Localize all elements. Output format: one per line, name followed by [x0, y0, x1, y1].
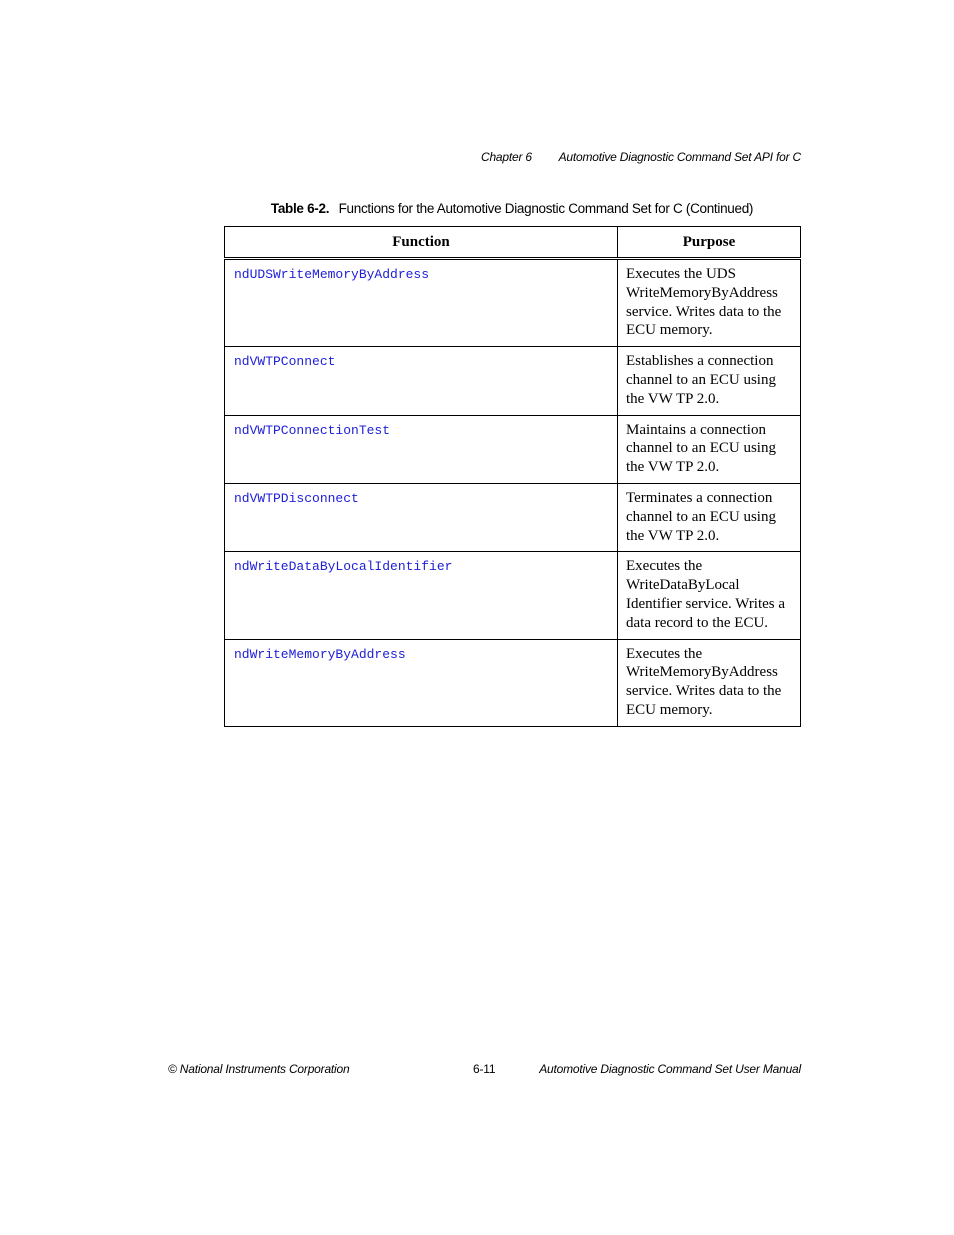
function-link[interactable]: ndUDSWriteMemoryByAddress — [225, 259, 618, 347]
purpose-cell: Establishes a connection channel to an ECU using the VW TP 2.0. — [618, 347, 801, 415]
purpose-cell: Terminates a connection channel to an ECU using the VW TP 2.0. — [618, 483, 801, 551]
column-header-purpose: Purpose — [618, 227, 801, 259]
table-caption-label: Table 6-2. — [270, 201, 330, 216]
running-header — [481, 150, 801, 164]
function-link[interactable]: ndVWTPDisconnect — [225, 483, 618, 551]
purpose-cell: Maintains a connection channel to an ECU using the VW TP 2.0. — [618, 415, 801, 483]
column-header-function: Function — [225, 227, 618, 259]
table-header-row — [225, 227, 801, 259]
function-link[interactable]: ndWriteDataByLocalIdentifier — [225, 552, 618, 639]
chapter-label: Chapter 6 — [480, 150, 532, 164]
table-row — [225, 639, 801, 726]
function-link[interactable]: ndVWTPConnectionTest — [225, 415, 618, 483]
purpose-cell: Executes the UDS WriteMemoryByAddress service. Writes data to the ECU memory. — [618, 259, 801, 347]
table-row — [225, 347, 801, 415]
functions-table — [224, 226, 801, 727]
table-caption — [0, 201, 954, 216]
purpose-cell: Executes the WriteMemoryByAddress service. Writes data to the ECU memory. — [618, 639, 801, 726]
table-caption-text: Functions for the Automotive Diagnostic Command Set for C (Continued) — [338, 201, 754, 216]
footer-manual-title: Automotive Diagnostic Command Set User Manual — [539, 1062, 801, 1076]
table-row — [225, 483, 801, 551]
chapter-title: Automotive Diagnostic Command Set API for C — [558, 150, 801, 164]
table-row — [225, 552, 801, 639]
footer-copyright: © National Instruments Corporation — [168, 1062, 350, 1076]
function-link[interactable]: ndWriteMemoryByAddress — [225, 639, 618, 726]
table-row — [225, 259, 801, 347]
table-row — [225, 415, 801, 483]
footer-page-number: 6-11 — [473, 1062, 496, 1076]
purpose-cell: Executes the WriteDataByLocal Identifier service. Writes a data record to the ECU. — [618, 552, 801, 639]
function-link[interactable]: ndVWTPConnect — [225, 347, 618, 415]
